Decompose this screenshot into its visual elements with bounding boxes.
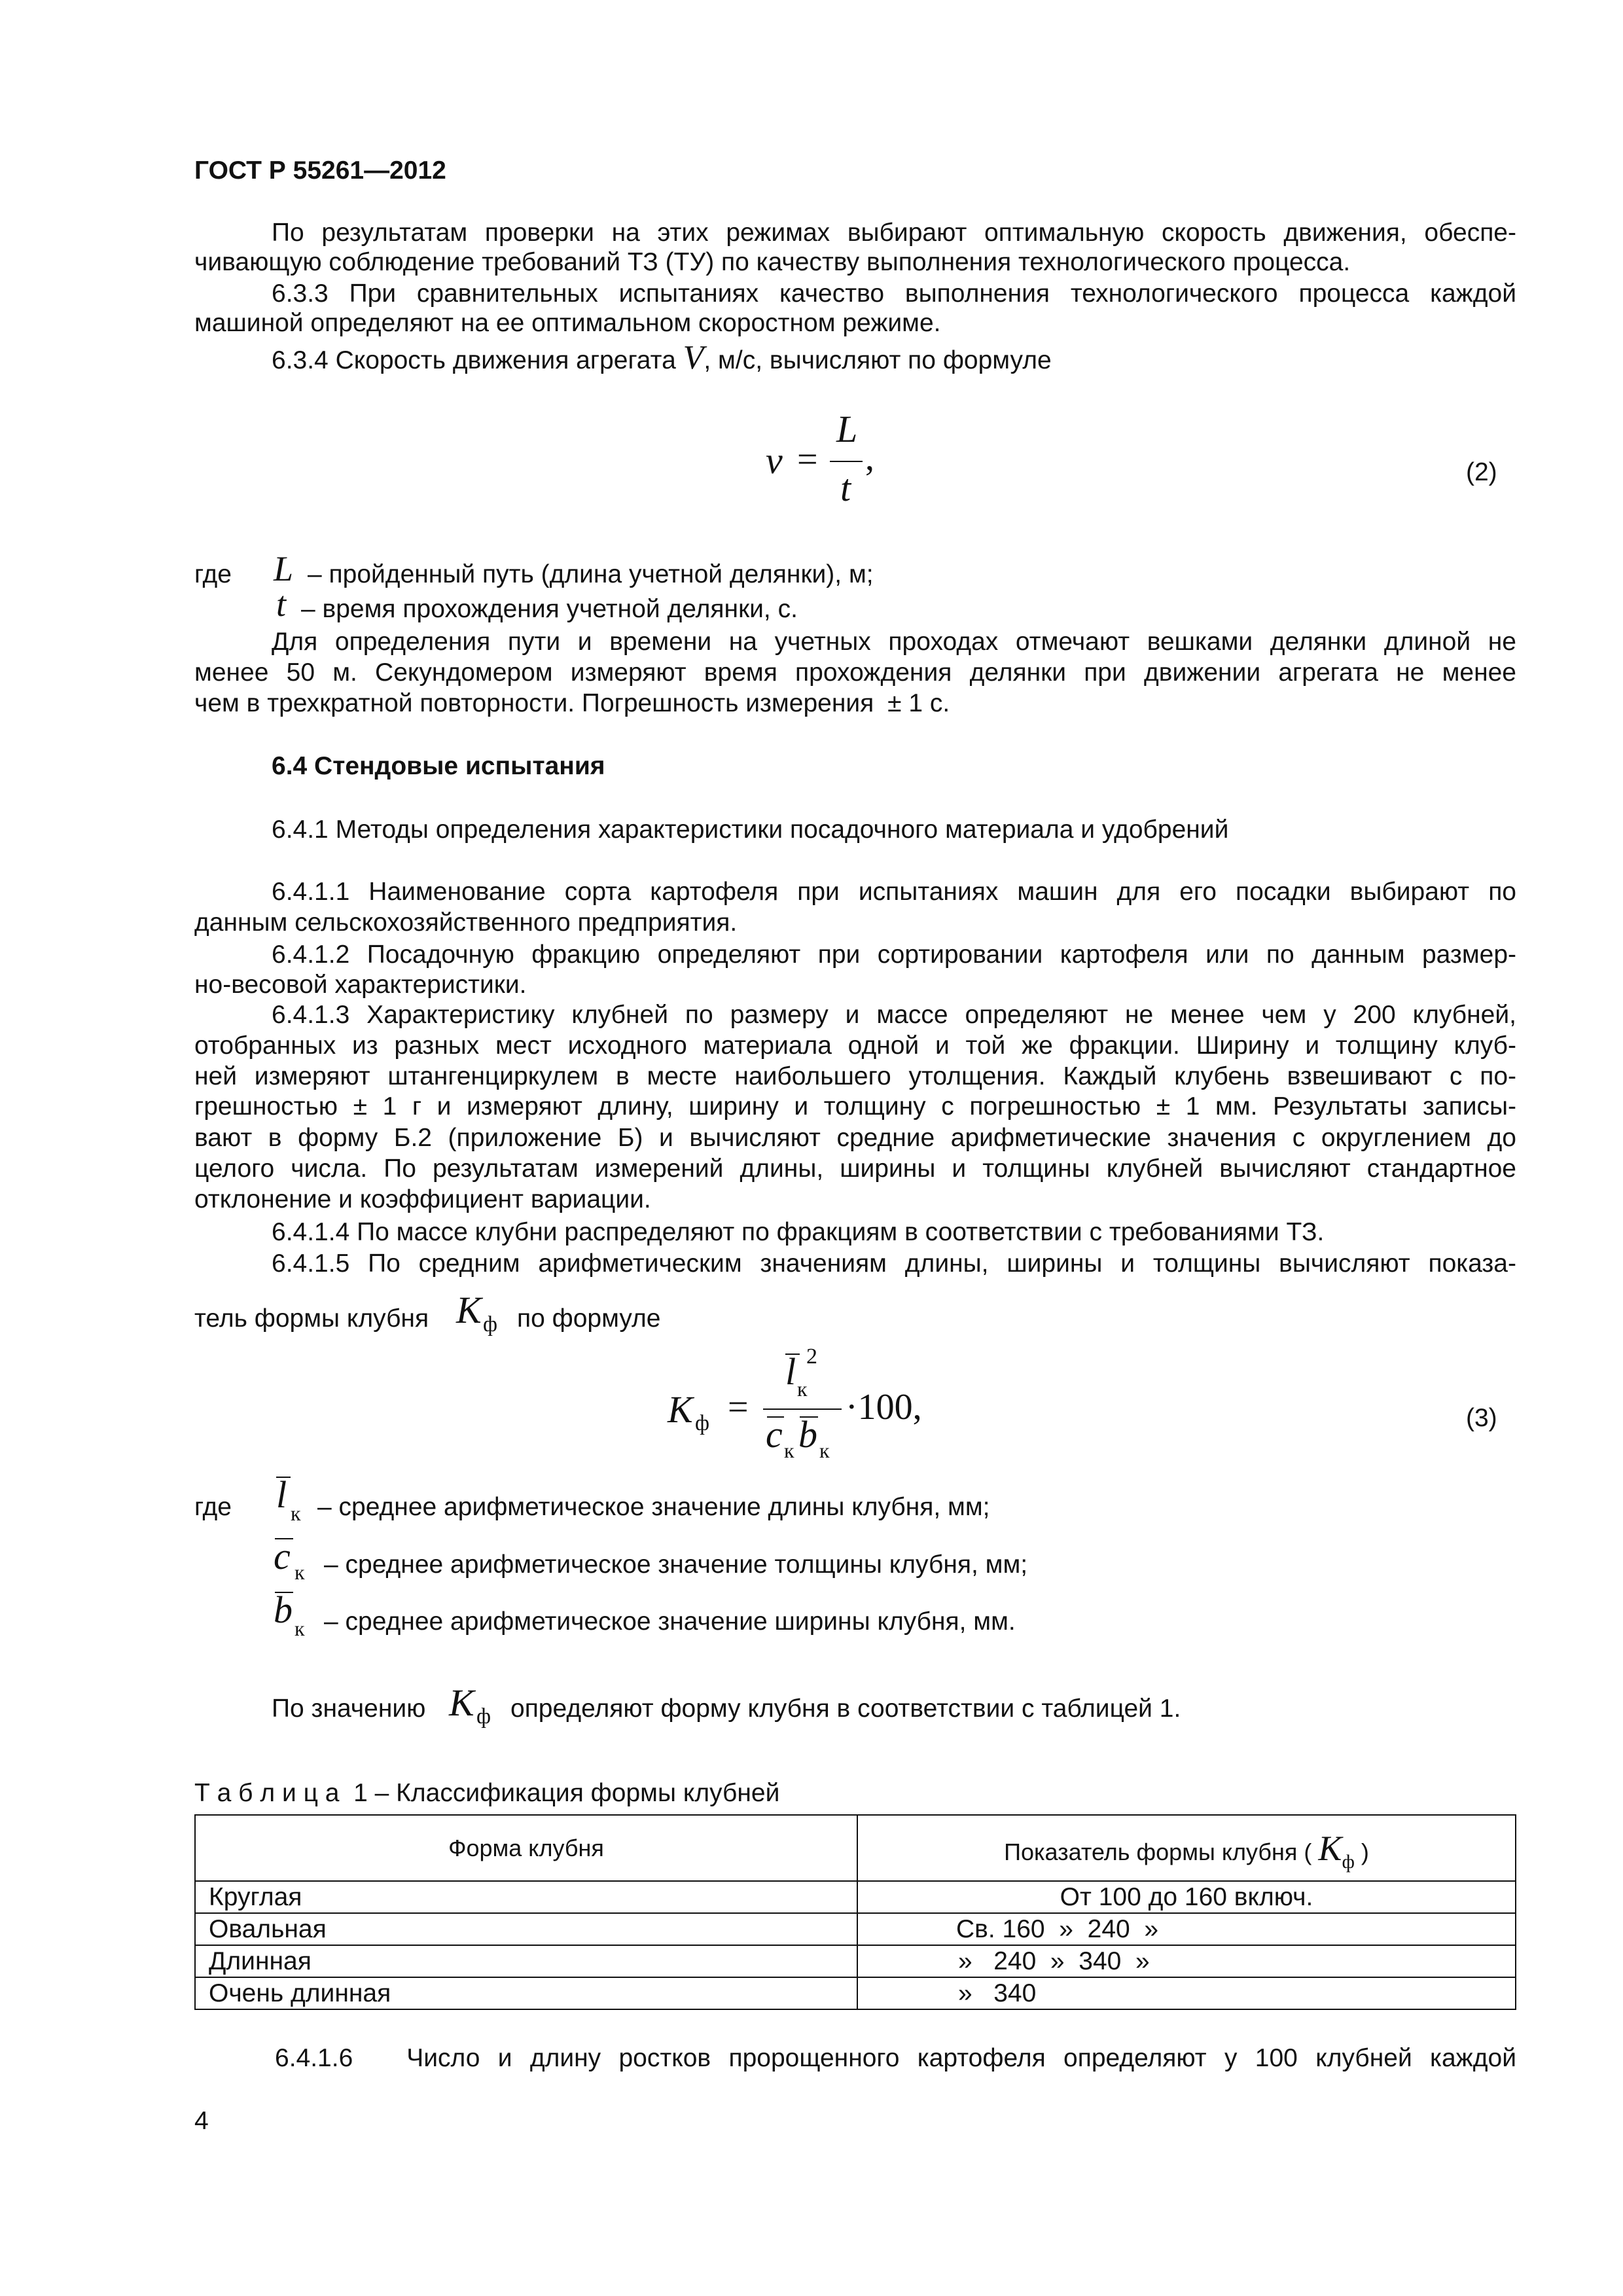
- variable-K: K: [456, 1289, 482, 1331]
- text: чем в трехкратной повторности. Погрешность измерения: [194, 689, 874, 717]
- symbol-sub-k: к: [291, 1501, 301, 1525]
- formula-l: l: [785, 1350, 796, 1393]
- formula-sup-2: 2: [806, 1344, 817, 1369]
- page-number: 4: [194, 2107, 209, 2135]
- subsection-heading-6-4-1: 6.4.1 Методы определения характеристики посадочного материала и удобрений: [272, 816, 1229, 844]
- table-cell-shape: Овальная: [195, 1913, 857, 1945]
- paragraph-line: определяют форму клубня в соответствии с таблицей 1.: [510, 1695, 1181, 1723]
- symbol-c: c: [274, 1535, 291, 1577]
- symbol-sub-k: к: [294, 1560, 305, 1584]
- definition-L: – пройденный путь (длина учетной делянки), м;: [308, 560, 874, 588]
- subscript-f: ф: [476, 1704, 491, 1729]
- definition-t: – время прохождения учетной делянки, с.: [301, 595, 798, 623]
- definition-bk: – среднее арифметическое значение ширины клубня, мм.: [324, 1607, 1016, 1636]
- paragraph-line: 6.4.1.3 Характеристику клубней по размеру и массе определяют не менее чем у 200 клубней,: [272, 1001, 1516, 1029]
- column-header: Форма клубня: [195, 1815, 857, 1881]
- where-label: где: [194, 1493, 232, 1521]
- paragraph-line: Для определения пути и времени на учетных проходах отмечают вешками делянки длиной не: [272, 628, 1516, 656]
- fraction-bar: [763, 1408, 842, 1410]
- formula-c: c: [766, 1413, 783, 1456]
- table-row: [195, 1881, 1516, 1913]
- paragraph-line: 6.4.1.1 Наименование сорта картофеля при испытаниях машин для его посадки выбирают по: [272, 878, 1516, 906]
- symbol-lk: [275, 1473, 321, 1525]
- table-cell-shape: Длинная: [195, 1945, 857, 1977]
- paragraph-line: но-весовой характеристики.: [194, 971, 527, 999]
- formula-2: [759, 408, 890, 517]
- subscript-f: ф: [483, 1312, 498, 1336]
- definition-ck: – среднее арифметическое значение толщины клубня, мм;: [324, 1551, 1028, 1579]
- formula-sub-k: к: [797, 1377, 808, 1401]
- column-header-text: ): [1361, 1838, 1369, 1865]
- paragraph-line: грешностью ± 1 г и измеряют длину, ширину и толщину с погрешностью ± 1 мм. Результаты записы-: [194, 1092, 1516, 1121]
- formula-numerator: L: [836, 408, 858, 450]
- table-tuber-shape: [194, 1814, 1516, 2010]
- paragraph-line: отклонение и коэффициент вариации.: [194, 1185, 651, 1213]
- formula-lhs: v: [766, 439, 783, 482]
- table-header-row: [195, 1815, 1516, 1881]
- paragraph-line: По результатам проверки на этих режимах выбирают оптимальную скорость движения, обеспе-: [272, 219, 1516, 247]
- table-cell-shape: Очень длинная: [195, 1977, 857, 2009]
- formula-denominator: t: [840, 467, 851, 509]
- document-code: ГОСТ Р 55261—2012: [194, 156, 446, 185]
- table-cell-value: » 340: [857, 1977, 1516, 2009]
- paragraph-line: по формуле: [517, 1304, 661, 1333]
- paragraph-line: ней измеряют штангенциркулем в месте наибольшего утолщения. Каждый клубень взвешивают с по-: [194, 1062, 1516, 1090]
- formula-comma: ,: [865, 438, 874, 478]
- formula-equals: =: [797, 439, 818, 480]
- variable-K: K: [449, 1681, 474, 1724]
- formula-times-100: ·100,: [846, 1387, 922, 1427]
- paragraph-line: отобранных из разных мест исходного материала одной и той же фракции. Ширину и толщину клуб-: [194, 1031, 1516, 1060]
- paragraph-line: [194, 689, 950, 718]
- table-caption-prefix: Т а б л и ц а 1: [194, 1779, 368, 1807]
- symbol-K: K: [1318, 1828, 1342, 1868]
- paragraph-line-6-3-4: [272, 339, 1052, 376]
- definition-lk: – среднее арифметическое значение длины клубня, мм;: [317, 1493, 990, 1521]
- paragraph-line: менее 50 м. Секундомером измеряют время прохождения делянки при движении агрегата не менее: [194, 658, 1516, 687]
- equation-number-3: (3): [1466, 1404, 1497, 1432]
- symbol-sub-k: к: [294, 1617, 305, 1640]
- formula-sub-k: к: [784, 1439, 794, 1462]
- column-header-text: Показатель формы клубня (: [1004, 1838, 1312, 1865]
- table-row: [195, 1945, 1516, 1977]
- symbol-b: b: [274, 1588, 293, 1631]
- text: ± 1 с.: [887, 689, 950, 717]
- equation-number-2: (2): [1466, 458, 1497, 486]
- variable-L: L: [274, 549, 294, 588]
- variable-t: t: [276, 584, 287, 624]
- table-caption-text: – Классификация формы клубней: [374, 1779, 780, 1807]
- paragraph-line: 6.3.3 При сравнительных испытаниях качество выполнения технологического процесса каждой: [272, 279, 1516, 308]
- section-heading-6-4: 6.4 Стендовые испытания: [272, 752, 605, 780]
- formula-equals: =: [728, 1387, 749, 1427]
- paragraph-line: данным сельскохозяйственного предприятия.: [194, 908, 738, 937]
- paragraph-line: По значению: [272, 1695, 426, 1723]
- text: , м/с, вычисляют по формуле: [704, 346, 1052, 374]
- where-label: где: [194, 560, 232, 588]
- formula-sub-f: ф: [695, 1411, 710, 1435]
- fraction-bar: [830, 461, 863, 462]
- paragraph-line: 6.4.1.6 Число и длину ростков пророщенного картофеля определяют у 100 клубней каждой: [275, 2044, 1516, 2072]
- formula-K: K: [668, 1388, 693, 1431]
- variable-v: V: [683, 339, 704, 376]
- paragraph-line: чивающую соблюдение требований ТЗ (ТУ) по качеству выполнения технологического процесса.: [194, 248, 1351, 276]
- table-row: [195, 1913, 1516, 1945]
- formula-b: b: [798, 1413, 817, 1456]
- table-cell-value: » 240 » 340 »: [857, 1945, 1516, 1977]
- symbol-l: l: [276, 1473, 287, 1516]
- table-cell-shape: Круглая: [195, 1881, 857, 1913]
- paragraph-line: целого числа. По результатам измерений длины, ширины и толщины клубней вычисляют стандартное: [194, 1155, 1516, 1183]
- formula-sub-k: к: [819, 1439, 830, 1462]
- column-header: [857, 1815, 1516, 1881]
- text: 6.3.4 Скорость движения агрегата: [272, 346, 676, 374]
- symbol-bk: [272, 1588, 325, 1640]
- paragraph-line: 6.4.1.4 По массе клубни распределяют по фракциям в соответствии с требованиями ТЗ.: [272, 1218, 1325, 1246]
- paragraph-line: машиной определяют на ее оптимальном скоростном режиме.: [194, 309, 941, 337]
- table-row: [195, 1977, 1516, 2009]
- table-caption: [194, 1778, 779, 1808]
- symbol-sub-f: ф: [1342, 1850, 1355, 1873]
- paragraph-line: 6.4.1.5 По средним арифметическим значениям длины, ширины и толщины вычисляют показа-: [272, 1249, 1516, 1278]
- formula-3: [661, 1344, 936, 1479]
- table-cell-value: От 100 до 160 включ.: [857, 1881, 1516, 1913]
- symbol-ck: [272, 1532, 325, 1584]
- table-cell-value: Св. 160 » 240 »: [857, 1913, 1516, 1945]
- paragraph-line: 6.4.1.2 Посадочную фракцию определяют при сортировании картофеля или по данным размер-: [272, 941, 1516, 969]
- paragraph-line: вают в форму Б.2 (приложение Б) и вычисляют средние арифметические значения с округлением до: [194, 1124, 1516, 1152]
- paragraph-line: тель формы клубня: [194, 1304, 429, 1333]
